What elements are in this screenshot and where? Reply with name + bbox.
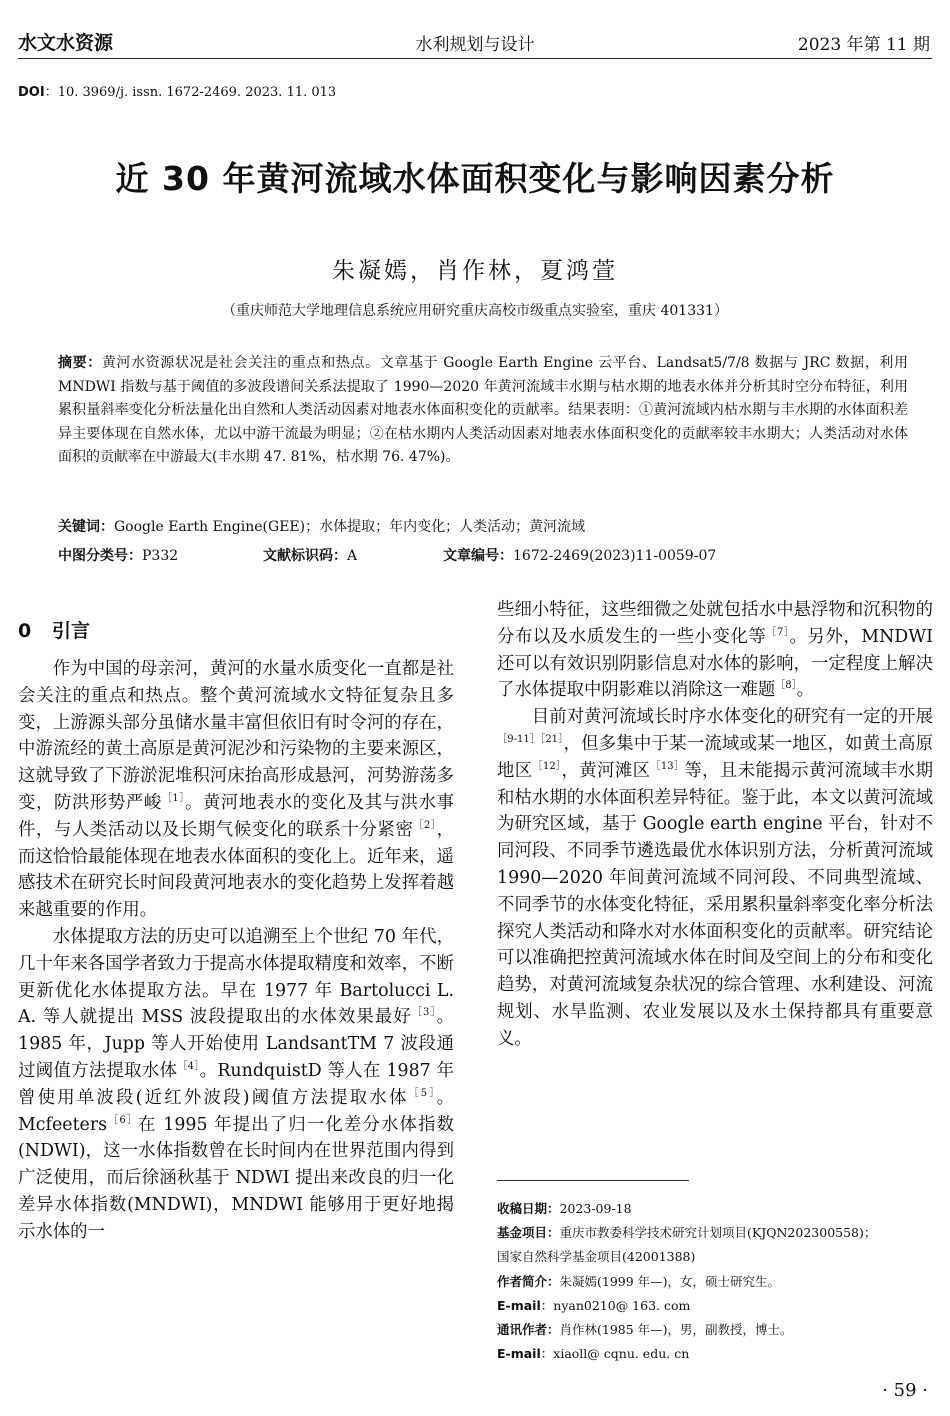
abstract-text: 黄河水资源状况是社会关注的重点和热点。文章基于 Google Earth Engine 云平台、Landsat5/7/8 数据与 JRC 数据，利用 MNDWI 指数与基于阈值的多波段谱间关系法提取了 1990—2020 年黄河流域丰水期与枯水期的地表水体并分析其时空分布特征，利用累积量斜率变化分析法量化出自然和人类活动因素对地表水体面积变化的贡献率。结果表明：①黄河流域内枯水期与丰水期的水体面积差异主要体现在自然水体，尤以中游干流最为明显；②在枯水期内人类活动因素对地表水体面积变化的贡献率较丰水期大；人类活动对水体面积的贡献率在中游最大(丰水期 47. 81%，枯水期 76. 47%)。 — [58, 355, 909, 465]
doc-code-field — [263, 545, 443, 565]
section-title: 引言 — [52, 620, 91, 642]
paragraph: 些细小特征，这些细微之处就包括水中悬浮物和沉积物的分布以及水质发生的一些小变化等$^{[7]}$。另外，MNDWI 还可以有效识别阴影信息对水体的影响，一定程度上解决了水体提取中阴影难以消除这一难题$^{[8]}$。 — [497, 600, 933, 701]
header-rule — [18, 58, 932, 59]
citation: ［2］ — [413, 819, 437, 831]
paper-title: 近 30 年黄河流域水体面积变化与影响因素分析 — [115, 159, 835, 198]
citation: ［7］ — [766, 627, 790, 638]
right-column — [497, 597, 933, 1053]
doi-value: ：10. 3969/j. issn. 1672-2469. 2023. 11. 013 — [44, 85, 337, 100]
journal-section: 水文水资源 — [18, 32, 114, 54]
doi-line — [18, 81, 336, 100]
paper-affiliation: （重庆师范大学地理信息系统应用研究重庆高校市级重点实验室，重庆 401331） — [222, 303, 728, 319]
section-heading — [18, 616, 90, 643]
article-number-field — [443, 545, 716, 565]
paragraph: 作为中国的母亲河，黄河的水量水质变化一直都是社会关注的重点和热点。整个黄河流域水文特征复杂且多变，上游源头部分虽储水量丰富但依旧有时令河的存在，中游流经的黄土高原是黄河泥沙和污染物的主要来源区，这就导致了下游淤泥堆积河床抬高形成悬河，河势游荡多变，防洪形势严峻$^{[1]}$。黄河地表水的变化及其与洪水事件，与人类活动以及长期气候变化的联系十分紧密$^{[2]}$，而这恰恰最能体现在地表水体面积的变化上。近年来，遥感技术在研究长时间段黄河地表水的变化趋势上发挥着越来越重要的作用。 — [18, 659, 454, 921]
citation: ［1］ — [161, 793, 185, 805]
corresponding-author: 通讯作者：肖作林(1985 年—)，男，副教授，博士。 — [497, 1322, 793, 1338]
abstract-label: 摘要： — [58, 355, 102, 371]
clc-field — [58, 545, 263, 565]
citation: ［13］ — [650, 760, 685, 772]
journal-issue: 2023 年第 11 期 — [797, 35, 930, 55]
article-number-value: 1672-2469(2023)11-0059-07 — [513, 548, 717, 564]
citation: ［12］ — [532, 760, 562, 772]
doc-code-label: 文献标识码： — [263, 548, 347, 564]
footnotes — [497, 1197, 937, 1366]
keywords — [58, 516, 908, 536]
corresponding-email: E-mail：xiaoll@ cqnu. edu. cn — [497, 1346, 690, 1362]
paragraph: 目前对黄河流域长时序水体变化的研究有一定的开展$^{[9-11][21]}$，但多集中于某一流域或某一地区，如黄土高原地区$^{[12]}$，黄河滩区$^{[13]}$等，且未能揭示黄河流域丰水期和枯水期的水体面积差异特征。鉴于此，本文以黄河流域为研究区域，基于 Google earth engine 平台，针对不同河段、不同季节遴选最优水体识别方法，分析黄河流域 1990—2020 年间黄河流域不同河段、不同典型流域、不同季节的水体变化特征，采用累积量斜率变化率分析法探究人类活动和降水对水体面积变化的贡献率。研究结论可以准确把控黄河流域水体在时间及空间上的分布和变化趋势，对黄河流域复杂状况的综合管理、水利建设、河流规划、水旱监测、农业发展以及水土保持都具有重要意义。 — [497, 707, 933, 1049]
received-date: 收稿日期：2023-09-18 — [497, 1201, 632, 1216]
fund-info: 基金项目：重庆市教委科学技术研究计划项目(KJQN202300558)； — [497, 1225, 877, 1241]
author-bio: 作者简介：朱凝嫣(1999 年—)，女，硕士研究生。 — [497, 1273, 781, 1289]
author-email: E-mail：nyan0210@ 163. com — [497, 1297, 691, 1313]
citation: ［9-11］［21］ — [497, 734, 564, 746]
doi-label: DOI — [18, 85, 45, 100]
footnote-rule — [497, 1180, 689, 1181]
paper-authors: 朱凝嫣，肖作林，夏鸿萱 — [332, 258, 618, 284]
clc-label: 中图分类号： — [58, 548, 142, 564]
abstract — [58, 352, 908, 470]
keywords-label: 关键词： — [58, 519, 114, 535]
citation: ［8］ — [775, 680, 797, 692]
doc-code-value: A — [347, 548, 358, 564]
classification-line — [58, 545, 908, 565]
citation: ［5］ — [408, 1087, 437, 1099]
citation: ［6］ — [107, 1114, 139, 1126]
paragraph: 水体提取方法的历史可以追溯至上个世纪 70 年代，几十年来各国学者致力于提高水体提取精度和效率，不断更新优化水体提取方法。早在 1977 年 Bartolucci L. A. 等人就提出 MSS 波段提取出的水体效果最好$^{[3]}$。1985 年，Jupp 等人开始使用 LandsantTM 7 波段通过阈值方法提取水体$^{[4]}$。RundquistD 等人在 1987 年曾使用单波段(近红外波段)阈值方法提取水体$^{[5]}$。Mcfeeters$^{[6]}$在 1995 年提出了归一化差分水体指数(NDWI)，这一水体指数曾在长时间内在世界范围内得到广泛使用，而后徐涵秋基于 NDWI 提出来改良的归一化差异水体指数(MNDWI)，MNDWI 能够用于更好地揭示水体的一 — [18, 926, 454, 1242]
page-number: · 59 · — [882, 1380, 928, 1401]
clc-value: P332 — [142, 548, 179, 564]
keywords-text: Google Earth Engine(GEE)；水体提取；年内变化；人类活动；黄河流域 — [114, 519, 586, 535]
article-number-label: 文章编号： — [443, 548, 513, 564]
fund-info-cont: 国家自然科学基金项目(42001388) — [497, 1249, 696, 1265]
journal-name: 水利规划与设计 — [415, 35, 535, 55]
section-number: 0 — [18, 620, 32, 642]
left-column — [18, 656, 454, 1246]
citation: ［3］ — [411, 1007, 437, 1019]
citation: ［4］ — [177, 1061, 200, 1073]
